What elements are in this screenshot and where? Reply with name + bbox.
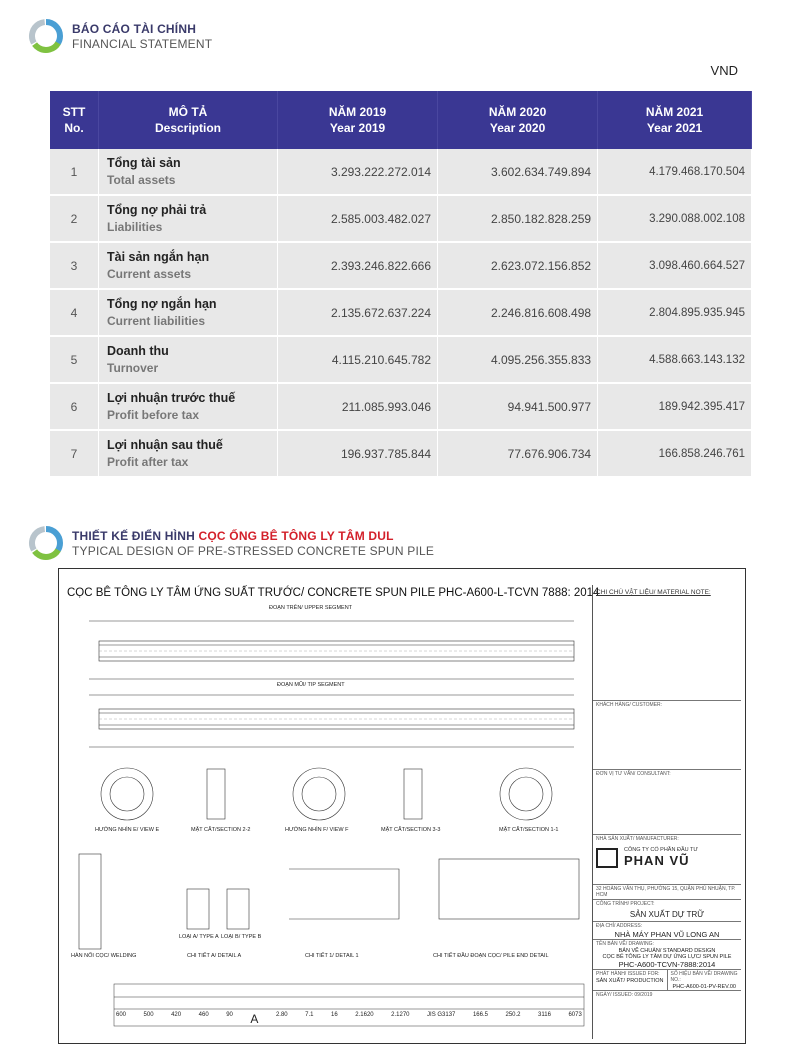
drawing-name-2: CỌC BÊ TÔNG LY TÂM DỰ ỨNG LỰC/ SPUN PILE bbox=[602, 954, 732, 960]
spec-cell: 420 bbox=[171, 1012, 182, 1018]
value-2020: 2.246.816.608.498 bbox=[438, 289, 598, 336]
spec-cell: 166.5 bbox=[472, 1012, 488, 1018]
issue-date: NGÀY/ ISSUED: 09/2019 bbox=[593, 990, 741, 999]
detail-1-label: CHI TIẾT 1/ DETAIL 1 bbox=[305, 953, 359, 959]
spec-row bbox=[116, 1012, 582, 1026]
value-2020: 2.850.182.828.259 bbox=[438, 195, 598, 242]
value-2019: 2.585.003.482.027 bbox=[278, 195, 438, 242]
description-vn: Lợi nhuận trước thuế bbox=[107, 391, 236, 405]
row-number: 2 bbox=[50, 195, 99, 242]
pile-design-drawing bbox=[58, 568, 746, 1044]
material-note-heading: CHI CHÚ VẬT LIỆU/ MATERIAL NOTE: bbox=[596, 589, 711, 596]
segment-upper-label: ĐOẠN TRÊN/ UPPER SEGMENT bbox=[269, 605, 353, 611]
spec-cell: 7.1 bbox=[305, 1012, 314, 1018]
design-title-en: TYPICAL DESIGN OF PRE-STRESSED CONCRETE SPUN PILE bbox=[72, 543, 435, 558]
description-vn: Tài sản ngắn hạn bbox=[107, 250, 210, 264]
table-row bbox=[50, 336, 752, 383]
spec-cell: 250.2 bbox=[505, 1012, 521, 1018]
row-number: 7 bbox=[50, 430, 99, 477]
company-logo-icon bbox=[28, 525, 64, 561]
spec-cell: 3116 bbox=[538, 1012, 551, 1018]
table-row bbox=[50, 242, 752, 289]
row-number: 3 bbox=[50, 242, 99, 289]
value-2021: 3.098.460.664.527 bbox=[598, 242, 752, 289]
spec-cell: 2.1620 bbox=[355, 1012, 374, 1018]
description-vn: Lợi nhuận sau thuế bbox=[107, 438, 223, 452]
row-description bbox=[99, 336, 278, 383]
value-2019: 2.135.672.637.224 bbox=[278, 289, 438, 336]
description-en: Current assets bbox=[107, 267, 192, 281]
header-2019: NĂM 2019 Year 2019 bbox=[278, 91, 438, 149]
financial-section-header bbox=[28, 18, 212, 54]
row-description bbox=[99, 195, 278, 242]
issued-label: PHÁT HÀNH/ ISSUED FOR: bbox=[596, 971, 660, 977]
value-2021: 2.804.895.935.945 bbox=[598, 289, 752, 336]
row-description bbox=[99, 289, 278, 336]
company-name-vn: CÔNG TY CỔ PHẦN ĐẦU TƯ bbox=[624, 847, 699, 853]
value-2020: 3.602.634.749.894 bbox=[438, 149, 598, 195]
row-description bbox=[99, 242, 278, 289]
row-description bbox=[99, 149, 278, 195]
type-b-label: LOẠI B/ TYPE B bbox=[221, 934, 262, 940]
description-en: Current liabilities bbox=[107, 314, 206, 328]
drawing-name-1: BẢN VẼ CHUẨN/ STANDARD DESIGN bbox=[618, 948, 716, 954]
welding-detail-label: HÀN NỐI CỌC/ WELDING bbox=[71, 953, 137, 959]
pile-end-detail-label: CHI TIẾT ĐẦU ĐOẠN CỌC/ PILE END DETAIL bbox=[433, 953, 549, 959]
site-label: ĐỊA CHỈ/ ADDRESS: bbox=[593, 921, 741, 930]
description-vn: Tổng nợ ngắn hạn bbox=[107, 297, 217, 311]
title-block bbox=[592, 585, 741, 1039]
description-en: Total assets bbox=[107, 173, 176, 187]
drawing-name-label: TÊN BẢN VẼ/ DRAWING: bbox=[593, 939, 741, 948]
row-number: 1 bbox=[50, 149, 99, 195]
value-2020: 94.941.500.977 bbox=[438, 383, 598, 430]
table-row bbox=[50, 383, 752, 430]
pile-drawing-art bbox=[59, 569, 592, 1043]
description-en: Liabilities bbox=[107, 220, 163, 234]
description-en: Profit before tax bbox=[107, 408, 200, 422]
table-row bbox=[50, 195, 752, 242]
spec-cell: 460 bbox=[198, 1012, 209, 1018]
description-en: Turnover bbox=[107, 361, 159, 375]
row-description bbox=[99, 383, 278, 430]
value-2021: 4.588.663.143.132 bbox=[598, 336, 752, 383]
view-e-label: HƯỚNG NHÌN E/ VIEW E bbox=[95, 827, 160, 833]
value-2019: 196.937.785.844 bbox=[278, 430, 438, 477]
phan-vu-logo-icon bbox=[596, 848, 618, 868]
spec-cell: 6073 bbox=[568, 1012, 582, 1018]
spec-cell: 16 bbox=[331, 1012, 338, 1018]
section-title-en: FINANCIAL STATEMENT bbox=[72, 36, 213, 51]
project-label: CÔNG TRÌNH/ PROJECT: bbox=[593, 899, 741, 908]
section-1-1-label: MẶT CẮT/SECTION 1-1 bbox=[499, 827, 559, 833]
table-row bbox=[50, 289, 752, 336]
drawing-code: PHC-A600-TCVN-7888:2014 bbox=[618, 960, 716, 969]
drawing-title: CỌC BÊ TÔNG LY TÂM ỨNG SUẤT TRƯỚC/ CONCRETE SPUN PILE PHC-A600-L-TCVN 7888: 2014 bbox=[67, 587, 600, 599]
value-2021: 4.179.468.170.504 bbox=[598, 149, 752, 195]
table-row bbox=[50, 430, 752, 477]
spec-cell: 600 bbox=[116, 1012, 127, 1018]
spec-cell: 500 bbox=[143, 1012, 154, 1018]
section-2-2-label: MẶT CẮT/SECTION 2-2 bbox=[191, 827, 251, 833]
site-value: NHÀ MÁY PHAN VŨ LONG AN bbox=[614, 930, 720, 939]
design-title-vn: THIẾT KẾ ĐIỂN HÌNH CỌC ỐNG BÊ TÔNG LY TÂM DUL bbox=[72, 528, 394, 543]
value-2019: 4.115.210.645.782 bbox=[278, 336, 438, 383]
spec-cell: JIS G3137 bbox=[427, 1012, 456, 1018]
description-vn: Tổng tài sản bbox=[107, 156, 181, 170]
row-number: 4 bbox=[50, 289, 99, 336]
section-3-3-label: MẶT CẮT/SECTION 3-3 bbox=[381, 827, 441, 833]
project-value: SẢN XUẤT DỰ TRỮ bbox=[629, 910, 705, 919]
company-address: 32 HOÀNG VĂN THỤ, PHƯỜNG 15, QUẬN PHÚ NHUẬN, TP. HCM bbox=[593, 884, 741, 899]
value-2020: 2.623.072.156.852 bbox=[438, 242, 598, 289]
view-f-label: HƯỚNG NHÌN F/ VIEW F bbox=[285, 827, 349, 833]
table-header-row bbox=[50, 91, 752, 149]
description-vn: Doanh thu bbox=[107, 344, 169, 358]
detail-a-label: CHI TIẾT A/ DETAIL A bbox=[187, 953, 242, 959]
header-2020: NĂM 2020 Year 2020 bbox=[438, 91, 598, 149]
currency-label: VND bbox=[710, 63, 738, 78]
drawing-no-label: SỐ HIỆU BẢN VẼ/ DRAWING NO.: bbox=[670, 971, 738, 983]
row-description bbox=[99, 430, 278, 477]
design-section-header bbox=[28, 525, 434, 561]
header-2021: NĂM 2021 Year 2021 bbox=[598, 91, 752, 149]
header-no: STT No. bbox=[50, 91, 99, 149]
header-description: MÔ TẢ Description bbox=[99, 91, 278, 149]
segment-tip-label: ĐOẠN MŨI/ TIP SEGMENT bbox=[277, 682, 345, 688]
drawing-no-value: PHC-A600-01-PV-REV.00 bbox=[672, 984, 736, 990]
value-2019: 2.393.246.822.666 bbox=[278, 242, 438, 289]
financial-table bbox=[50, 91, 752, 478]
row-number: 5 bbox=[50, 336, 99, 383]
section-title-vn: BÁO CÁO TÀI CHÍNH bbox=[72, 21, 197, 36]
manufacturer-label: NHÀ SẢN XUẤT/ MANUFACTURER: bbox=[593, 834, 741, 843]
value-2019: 211.085.993.046 bbox=[278, 383, 438, 430]
value-2020: 77.676.906.734 bbox=[438, 430, 598, 477]
consultant-label: ĐƠN VỊ TƯ VẤN/ CONSULTANT: bbox=[593, 769, 741, 778]
company-logo-icon bbox=[28, 18, 64, 54]
description-vn: Tổng nợ phải trả bbox=[107, 203, 207, 217]
value-2020: 4.095.256.355.833 bbox=[438, 336, 598, 383]
spec-cell: 2.80 bbox=[275, 1012, 288, 1018]
value-2021: 3.290.088.002.108 bbox=[598, 195, 752, 242]
customer-label: KHÁCH HÀNG/ CUSTOMER: bbox=[593, 700, 741, 709]
value-2019: 3.293.222.272.014 bbox=[278, 149, 438, 195]
spec-cell: 2.1270 bbox=[391, 1012, 410, 1018]
value-2021: 166.858.246.761 bbox=[598, 430, 752, 477]
company-name: PHAN VŨ bbox=[624, 853, 690, 868]
issued-value: SẢN XUẤT/ PRODUCTION bbox=[595, 978, 664, 984]
spec-cell: 90 bbox=[226, 1012, 233, 1018]
type-a-label: LOẠI A/ TYPE A bbox=[179, 934, 219, 940]
value-2021: 189.942.395.417 bbox=[598, 383, 752, 430]
table-row bbox=[50, 149, 752, 195]
description-en: Profit after tax bbox=[107, 455, 189, 469]
row-number: 6 bbox=[50, 383, 99, 430]
spec-cell: A bbox=[250, 1012, 259, 1026]
